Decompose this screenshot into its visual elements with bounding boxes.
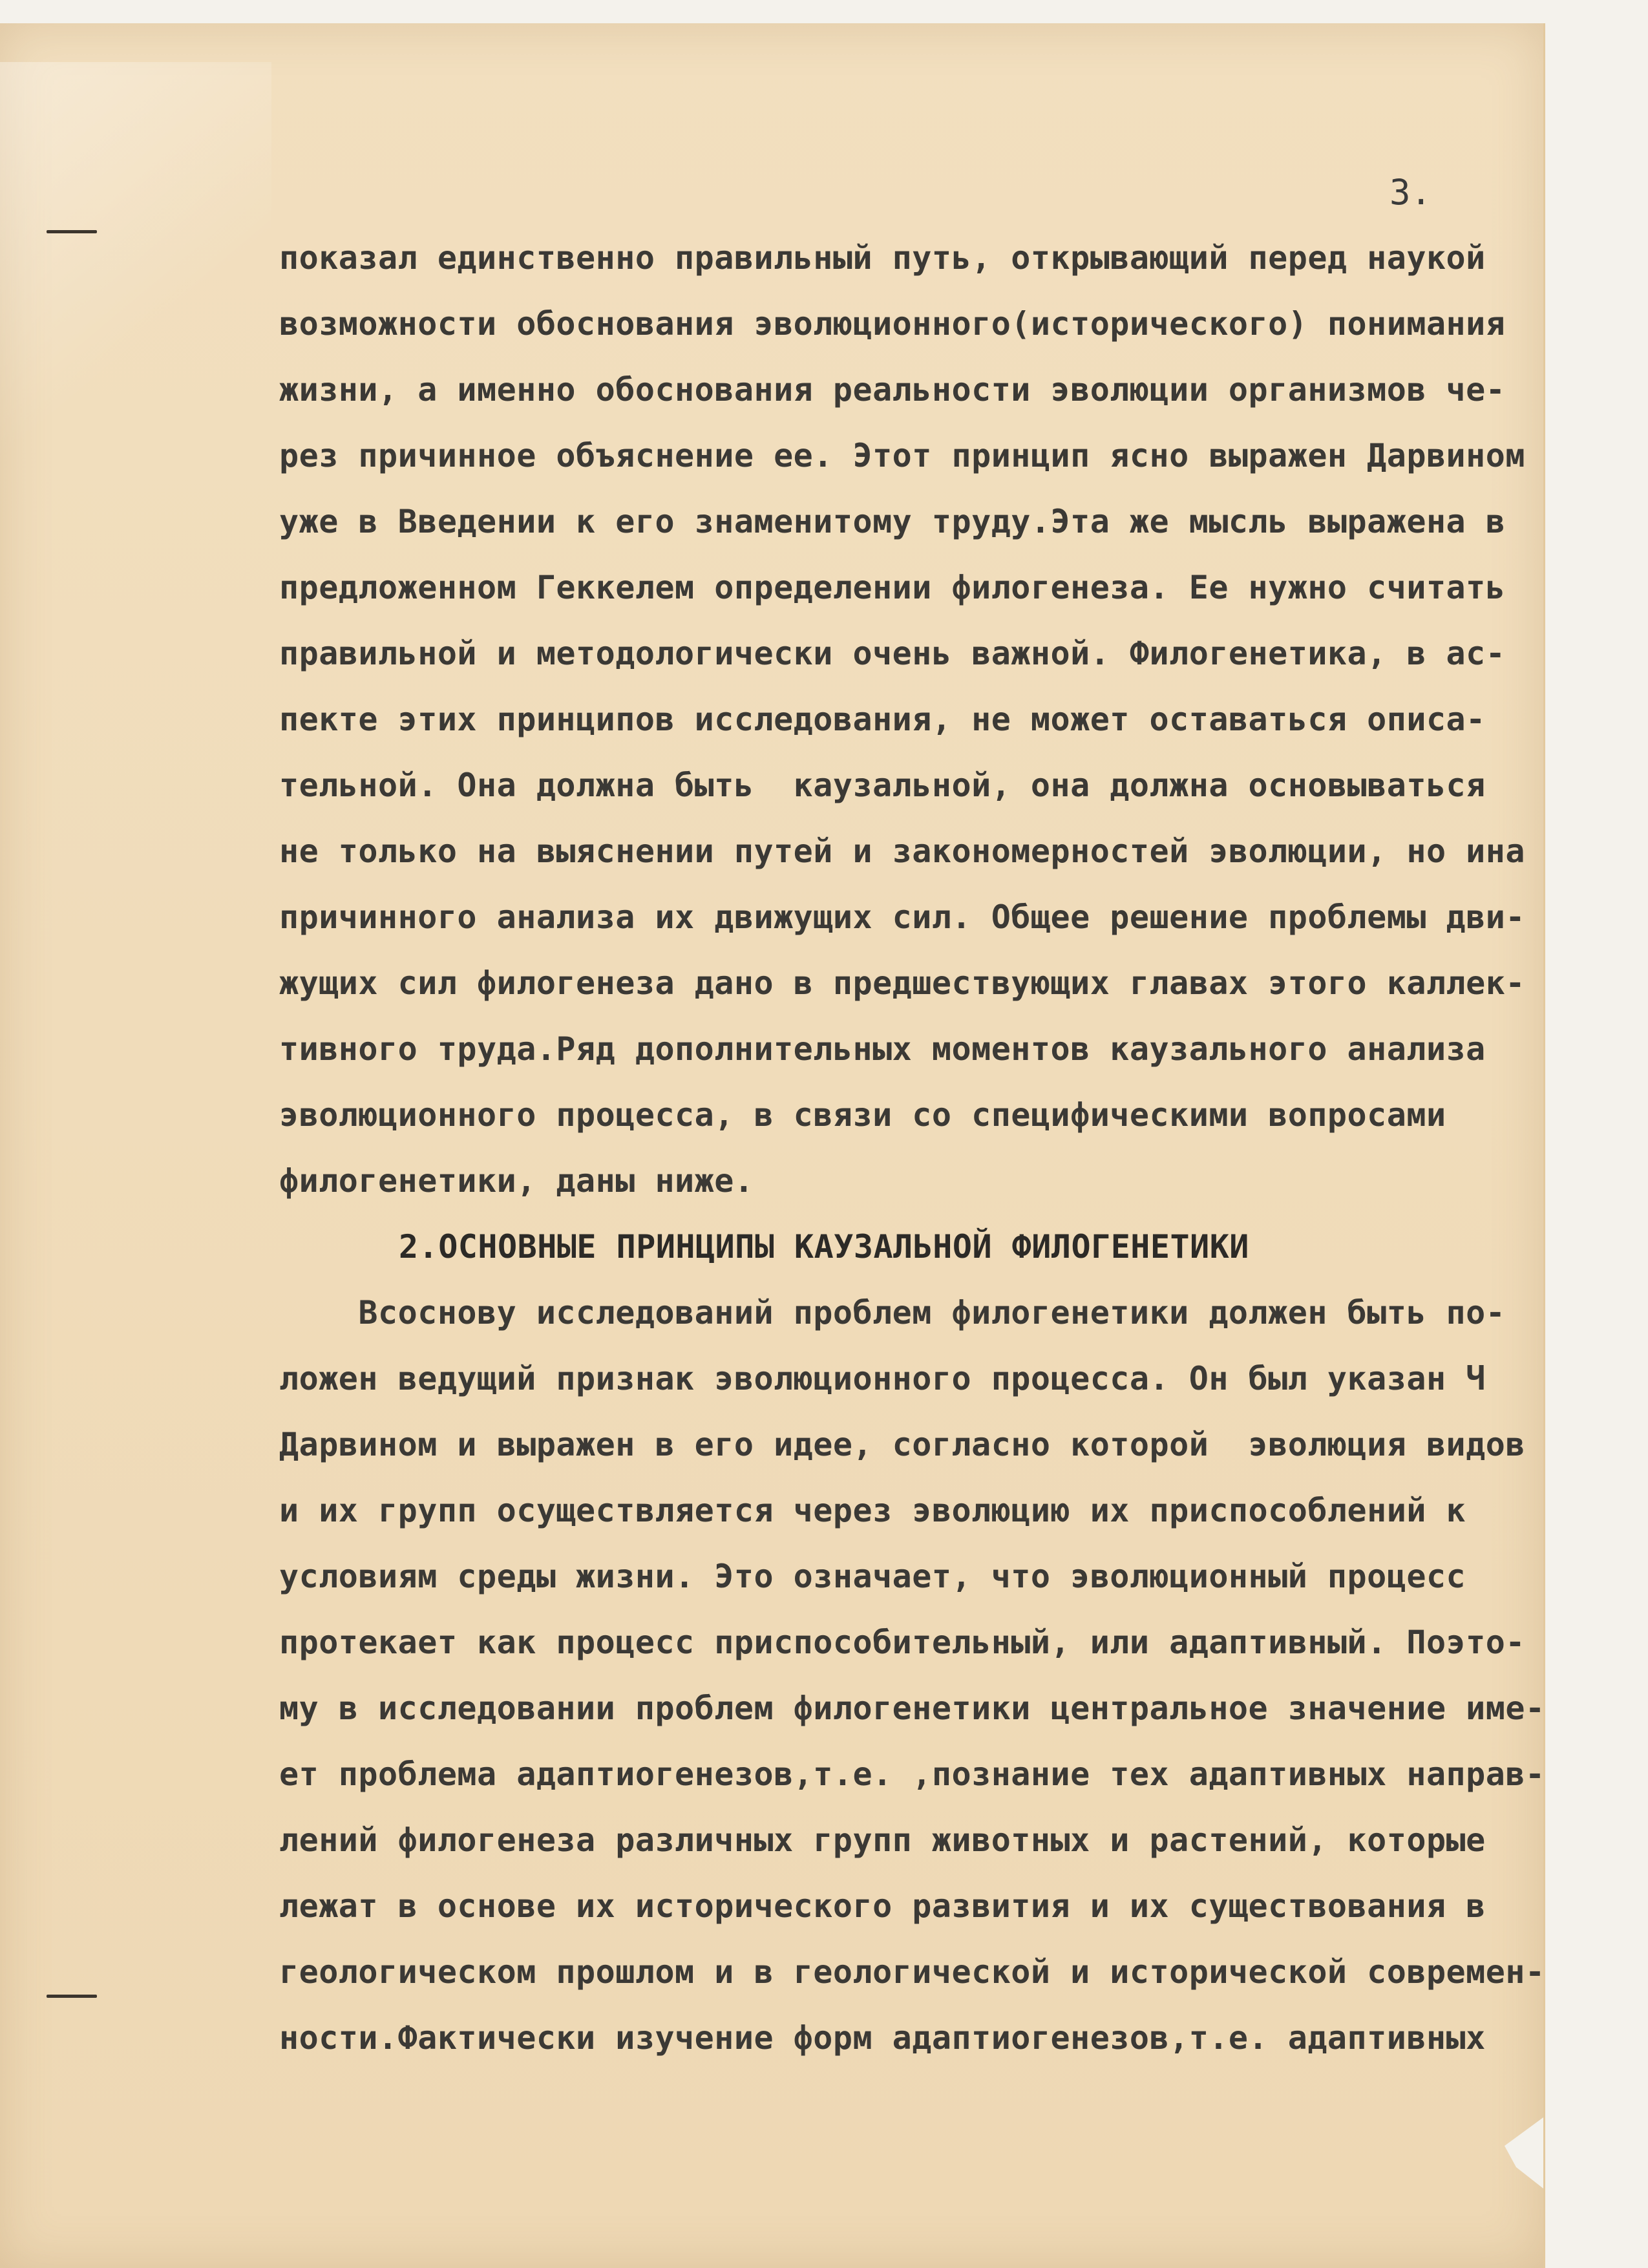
binding-mark-top bbox=[47, 230, 97, 233]
section-heading: 2.ОСНОВНЫЕ ПРИНЦИПЫ КАУЗАЛЬНОЙ ФИЛОГЕНЕТИКИ bbox=[399, 1228, 1249, 1266]
text-line: причинного анализа их движущих сил. Общее решение проблемы дви- bbox=[279, 898, 1525, 936]
text-line: и их групп осуществляется через эволюцию их приспособлений к bbox=[279, 1492, 1466, 1529]
text-line: жущих сил филогенеза дано в предшествующих главах этого каллек- bbox=[279, 964, 1525, 1002]
text-line: эволюционного процесса, в связи со специфическими вопросами bbox=[279, 1096, 1446, 1134]
text-line: пекте этих принципов исследования, не может оставаться описа- bbox=[279, 701, 1486, 738]
page-number: 3. bbox=[1389, 172, 1432, 213]
text-line: протекает как процесс приспособительный, или адаптивный. Поэто- bbox=[279, 1624, 1525, 1661]
text-line: Дарвином и выражен в его идее, согласно которой эволюция видов bbox=[279, 1426, 1525, 1463]
text-line: жизни, а именно обоснования реальности эволюции организмов че- bbox=[279, 371, 1506, 408]
text-line: филогенетики, даны ниже. bbox=[279, 1162, 754, 1200]
text-line: тивного труда.Ряд дополнительных моментов каузального анализа bbox=[279, 1030, 1486, 1068]
text-line: ет проблема адаптиогенезов,т.е. ,познание тех адаптивных направ- bbox=[279, 1755, 1545, 1793]
text-line: рез причинное объяснение ее. Этот принцип ясно выражен Дарвином bbox=[279, 437, 1525, 474]
paper-crease bbox=[0, 62, 271, 566]
typewritten-page bbox=[0, 23, 1545, 2268]
document-body bbox=[279, 225, 1545, 2071]
text-line: геологическом прошлом и в геологической и исторической современ- bbox=[279, 1953, 1545, 1991]
binding-mark-bottom bbox=[47, 1995, 97, 1998]
paragraph-1 bbox=[279, 225, 1539, 1214]
text-line: лений филогенеза различных групп животных и растений, которые bbox=[279, 1821, 1486, 1859]
text-line: лежат в основе их исторического развития и их существования в bbox=[279, 1887, 1486, 1925]
text-line: Всоснову исследований проблем филогенетики должен быть по- bbox=[279, 1294, 1506, 1331]
text-line: му в исследовании проблем филогенетики центральное значение име- bbox=[279, 1690, 1545, 1727]
text-line: показал единственно правильный путь, открывающий перед наукой bbox=[279, 239, 1486, 277]
text-line: ности.Фактически изучение форм адаптиогенезов,т.е. адаптивных bbox=[279, 2019, 1486, 2057]
text-line: уже в Введении к его знаменитому труду.Эта же мысль выражена в bbox=[279, 503, 1506, 540]
paper-tear bbox=[1505, 2117, 1543, 2189]
text-line: тельной. Она должна быть каузальной, она должна основываться bbox=[279, 767, 1486, 804]
text-line: предложенном Геккелем определении филогенеза. Ее нужно считать bbox=[279, 569, 1506, 606]
text-line: возможности обоснования эволюционного(исторического) понимания bbox=[279, 305, 1506, 343]
text-line: правильной и методологически очень важной. Филогенетика, в ас- bbox=[279, 635, 1506, 672]
paragraph-2 bbox=[279, 1280, 1545, 2071]
text-line: не только на выяснении путей и закономерностей эволюции, но ина bbox=[279, 832, 1525, 870]
text-line: ложен ведущий признак эволюционного процесса. Он был указан Ч bbox=[279, 1360, 1486, 1397]
text-line: условиям среды жизни. Это означает, что эволюционный процесс bbox=[279, 1558, 1466, 1595]
